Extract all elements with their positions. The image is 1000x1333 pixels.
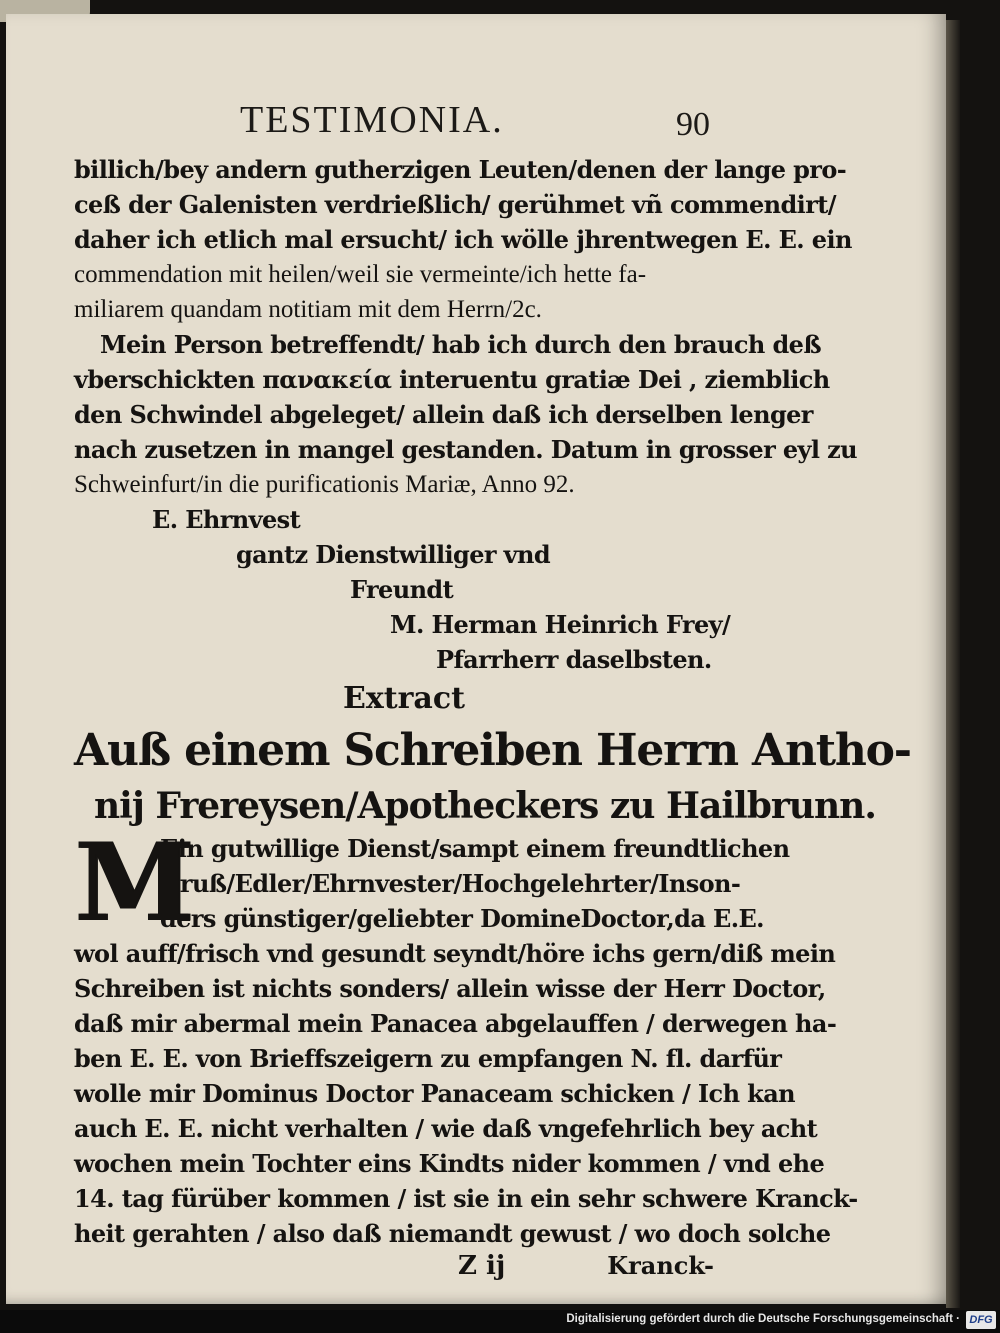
text-line: billich/bey andern gutherzigen Leuten/denen der lange pro-	[74, 155, 847, 184]
text-line: auch E. E. nicht verhalten / wie daß vngefehrlich bey acht	[74, 1114, 818, 1143]
text-line: ceß der Galenisten verdrießlich/ gerühmet vñ commendirt/	[74, 190, 836, 219]
signature-mark: Z ij	[458, 1251, 506, 1281]
text-line: Gruß/Edler/Ehrnvester/Hochgelehrter/Inson-	[160, 869, 741, 898]
signature-office: Pfarrherr daselbsten.	[436, 645, 712, 674]
signature-name: M. Herman Heinrich Frey/	[390, 610, 731, 639]
letter-opening	[74, 820, 790, 946]
signature-line: gantz Dienstwilliger vnd	[236, 540, 551, 569]
page-foot-line	[74, 1251, 714, 1289]
extract-title: Auß einem Schreiben Herrn Antho-	[74, 725, 911, 776]
text-line: den Schwindel abgeleget/ allein daß ich derselben lenger	[74, 400, 813, 429]
decorated-initial: M	[74, 820, 194, 946]
text-line: daher ich etlich mal ersucht/ ich wölle jhrentwegen E. E. ein	[74, 225, 852, 254]
text-line: wol auff/frisch vnd gesundt seyndt/höre ichs gern/diß mein	[74, 939, 836, 968]
text-line: Schreiben ist nichts sonders/ allein wisse der Herr Doctor,	[74, 974, 826, 1003]
page-number: 90	[676, 106, 710, 143]
text-line: vberschickten πανακεία interuentu gratiæ Dei , ziemblich	[74, 365, 830, 394]
text-line: commendation mit heilen/weil sie vermeinte/ich hette fa-	[74, 261, 647, 288]
running-head: TESTIMONIA.	[240, 99, 504, 141]
text-line: daß mir abermal mein Panacea abgelauffen / derwegen ha-	[74, 1009, 837, 1038]
text-line: ders günstiger/geliebter DomineDoctor,da E.E.	[160, 904, 764, 933]
text-line: heit gerahten / also daß niemandt gewust / wo doch solche	[74, 1219, 831, 1248]
text-line: Ein gutwillige Dienst/sampt einem freundtlichen	[160, 834, 790, 863]
digitization-credit: Digitalisierung gefördert durch die Deutsche Forschungsgemeinschaft ·	[566, 1313, 960, 1325]
text-line: miliarem quandam notitiam mit dem Herrn/2c.	[74, 296, 542, 323]
extract-title: nij Frereysen/Apotheckers zu Hailbrunn.	[94, 785, 876, 827]
catchword: Kranck-	[607, 1251, 714, 1280]
page-gutter-shadow	[946, 20, 960, 1308]
page-body	[74, 152, 911, 1289]
text-line: 14. tag fürüber kommen / ist sie in ein sehr schwere Kranck-	[74, 1184, 858, 1213]
extract-label: Extract	[343, 681, 465, 716]
dfg-logo: DFG	[966, 1311, 996, 1329]
text-line: ben E. E. von Brieffszeigern zu empfangen N. fl. darfür	[74, 1044, 782, 1073]
text-line: wolle mir Dominus Doctor Panaceam schicken / Ich kan	[74, 1079, 796, 1108]
page-header	[240, 92, 710, 142]
text-line: nach zusetzen in mangel gestanden. Datum in grosser eyl zu	[74, 435, 858, 464]
signature-salutation: E. Ehrnvest	[152, 505, 301, 534]
text-line: Mein Person betreffendt/ hab ich durch den brauch deß	[100, 330, 821, 359]
text-line: wochen mein Tochter eins Kindts nider kommen / vnd ehe	[74, 1149, 825, 1178]
text-line: Schweinfurt/in die purificationis Mariæ, Anno 92.	[74, 471, 575, 498]
signature-line: Freundt	[350, 575, 454, 604]
